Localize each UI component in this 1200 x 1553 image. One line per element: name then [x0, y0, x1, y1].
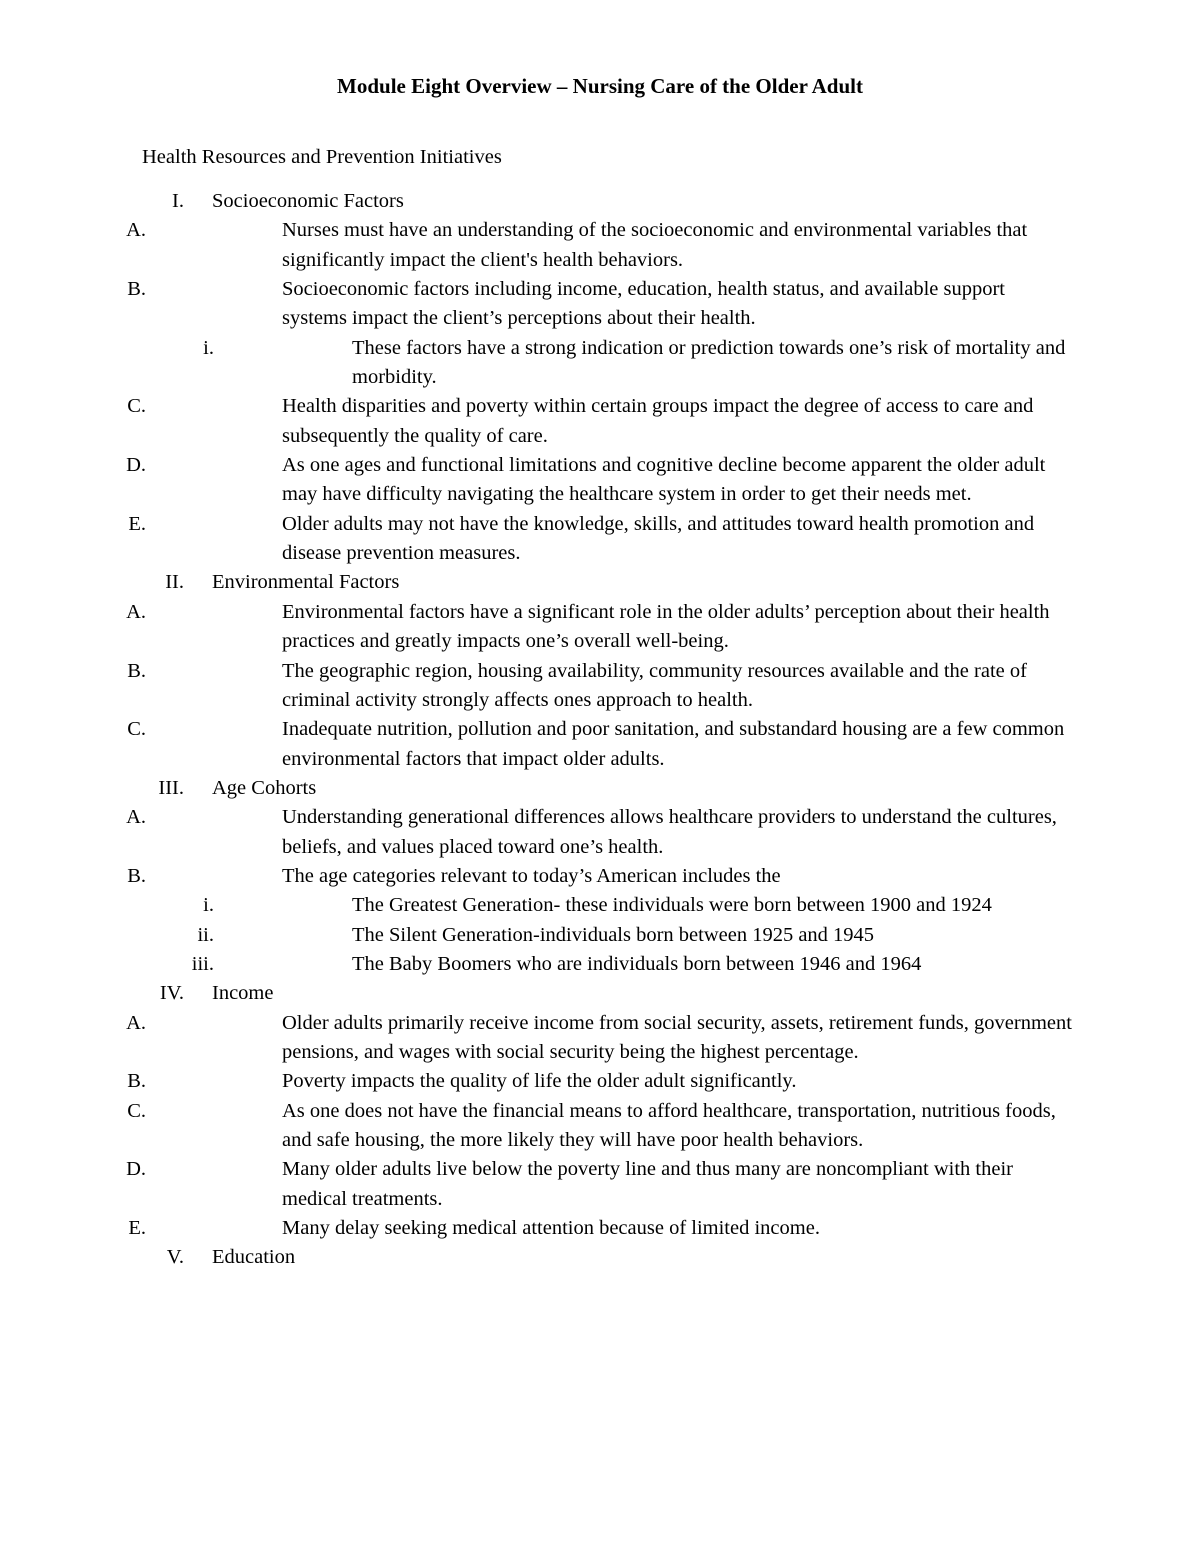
outline-item: [0, 1097, 1072, 1156]
document-title: Module Eight Overview – Nursing Care of the Older Adult: [337, 74, 863, 98]
outline-item: [0, 275, 1072, 334]
outline-section: [0, 187, 1200, 568]
subitem-text: These factors have a strong indication or prediction towards one’s risk of mortality and morbidity.: [352, 336, 1066, 389]
outline-item: [0, 510, 1072, 569]
outline-item: [0, 1155, 1072, 1214]
outline: [0, 187, 1200, 1273]
item-letter: D.: [126, 454, 146, 477]
item-letter: B.: [127, 1070, 146, 1093]
outline-subitem: [0, 891, 1072, 920]
outline-item: [0, 1067, 1072, 1096]
outline-item: [0, 803, 1072, 862]
section-heading: [0, 568, 1200, 597]
section-label: Socioeconomic Factors: [212, 190, 404, 212]
outline-section: [0, 979, 1200, 1243]
outline-item: [0, 598, 1072, 657]
outline-item: [0, 1009, 1072, 1068]
section-number: IV.: [159, 982, 184, 1005]
section-number: I.: [172, 190, 184, 212]
section-number: II.: [165, 571, 184, 594]
outline-item: [0, 451, 1072, 510]
item-letter: C.: [127, 718, 146, 741]
section-heading: [0, 187, 1200, 216]
outline-section: [0, 568, 1200, 773]
item-text: The geographic region, housing availability, community resources available and the rate of criminal activity strongly affects ones approach to health.: [282, 659, 1027, 711]
item-letter: C.: [127, 1099, 146, 1122]
item-letter: D.: [126, 1158, 146, 1181]
item-letter: B.: [127, 278, 146, 301]
item-text: Poverty impacts the quality of life the older adult significantly.: [282, 1070, 797, 1093]
item-letter: B.: [127, 864, 146, 887]
item-letter: A.: [126, 600, 146, 623]
outline-section: [0, 774, 1200, 979]
item-text: The age categories relevant to today’s American includes the: [282, 864, 781, 887]
item-text: Understanding generational differences allows healthcare providers to understand the cultures, beliefs, and values placed toward one’s health.: [282, 806, 1057, 858]
item-letter: B.: [127, 659, 146, 682]
subitem-text: The Silent Generation-individuals born between 1925 and 1945: [352, 923, 875, 946]
item-text: Socioeconomic factors including income, education, health status, and available support systems impact the client’s perceptions about their health.: [282, 278, 1005, 330]
subitem-text: The Baby Boomers who are individuals born between 1946 and 1964: [352, 952, 922, 975]
item-text: Nurses must have an understanding of the socioeconomic and environmental variables that significantly impact the client's health behaviors.: [282, 219, 1028, 271]
item-letter: A.: [126, 219, 146, 242]
item-text: Many delay seeking medical attention because of limited income.: [282, 1217, 820, 1240]
section-label: Income: [212, 982, 274, 1005]
item-text: Older adults may not have the knowledge, skills, and attitudes toward health promotion and disease prevention measures.: [282, 512, 1035, 565]
item-letter: A.: [126, 1011, 146, 1034]
subitem-numeral: iii.: [191, 952, 214, 975]
subitem-numeral: ii.: [197, 923, 214, 946]
outline-item: [0, 715, 1072, 774]
outline-subitem: [0, 950, 1072, 979]
section-heading: [0, 979, 1200, 1008]
subitem-text: The Greatest Generation- these individuals were born between 1900 and 1924: [352, 894, 992, 917]
section-number: III.: [158, 776, 184, 799]
item-letter: E.: [128, 512, 146, 535]
item-letter: C.: [127, 395, 146, 418]
item-letter: E.: [128, 1217, 146, 1240]
item-letter: A.: [126, 806, 146, 829]
outline-subitem: [0, 921, 1072, 950]
item-text: Environmental factors have a significant role in the older adults’ perception about their health practices and greatly impacts one’s overall well-being.: [282, 600, 1050, 653]
document-subtitle: Health Resources and Prevention Initiatives: [142, 146, 502, 168]
outline-item: [0, 862, 1072, 891]
outline-item: [0, 392, 1072, 451]
section-label: Age Cohorts: [212, 776, 317, 799]
section-label: Education: [212, 1246, 296, 1269]
item-text: Many older adults live below the poverty line and thus many are noncompliant with their medical treatments.: [282, 1158, 1013, 1210]
section-heading: [0, 774, 1200, 803]
item-text: As one ages and functional limitations and cognitive decline become apparent the older adult may have difficulty navigating the healthcare system in order to get their needs met.: [282, 454, 1046, 506]
section-number: V.: [166, 1246, 184, 1269]
outline-subitem: [0, 334, 1072, 393]
outline-item: [0, 657, 1072, 716]
section-label: Environmental Factors: [212, 571, 400, 594]
item-text: Older adults primarily receive income from social security, assets, retirement funds, government pensions, and wages with social security being the highest percentage.: [282, 1011, 1072, 1063]
outline-section: [0, 1243, 1200, 1272]
outline-item: [0, 1214, 1072, 1243]
item-text: Inadequate nutrition, pollution and poor sanitation, and substandard housing are a few common environmental factors that impact older adults.: [282, 718, 1065, 770]
item-text: As one does not have the financial means to afford healthcare, transportation, nutritious foods, and safe housing, the more likely they will have poor health behaviors.: [282, 1099, 1056, 1151]
subitem-numeral: i.: [203, 336, 214, 359]
item-text: Health disparities and poverty within certain groups impact the degree of access to care and subsequently the quality of care.: [282, 395, 1034, 447]
subitem-numeral: i.: [203, 894, 214, 917]
outline-item: [0, 216, 1072, 275]
section-heading: [0, 1243, 1200, 1272]
